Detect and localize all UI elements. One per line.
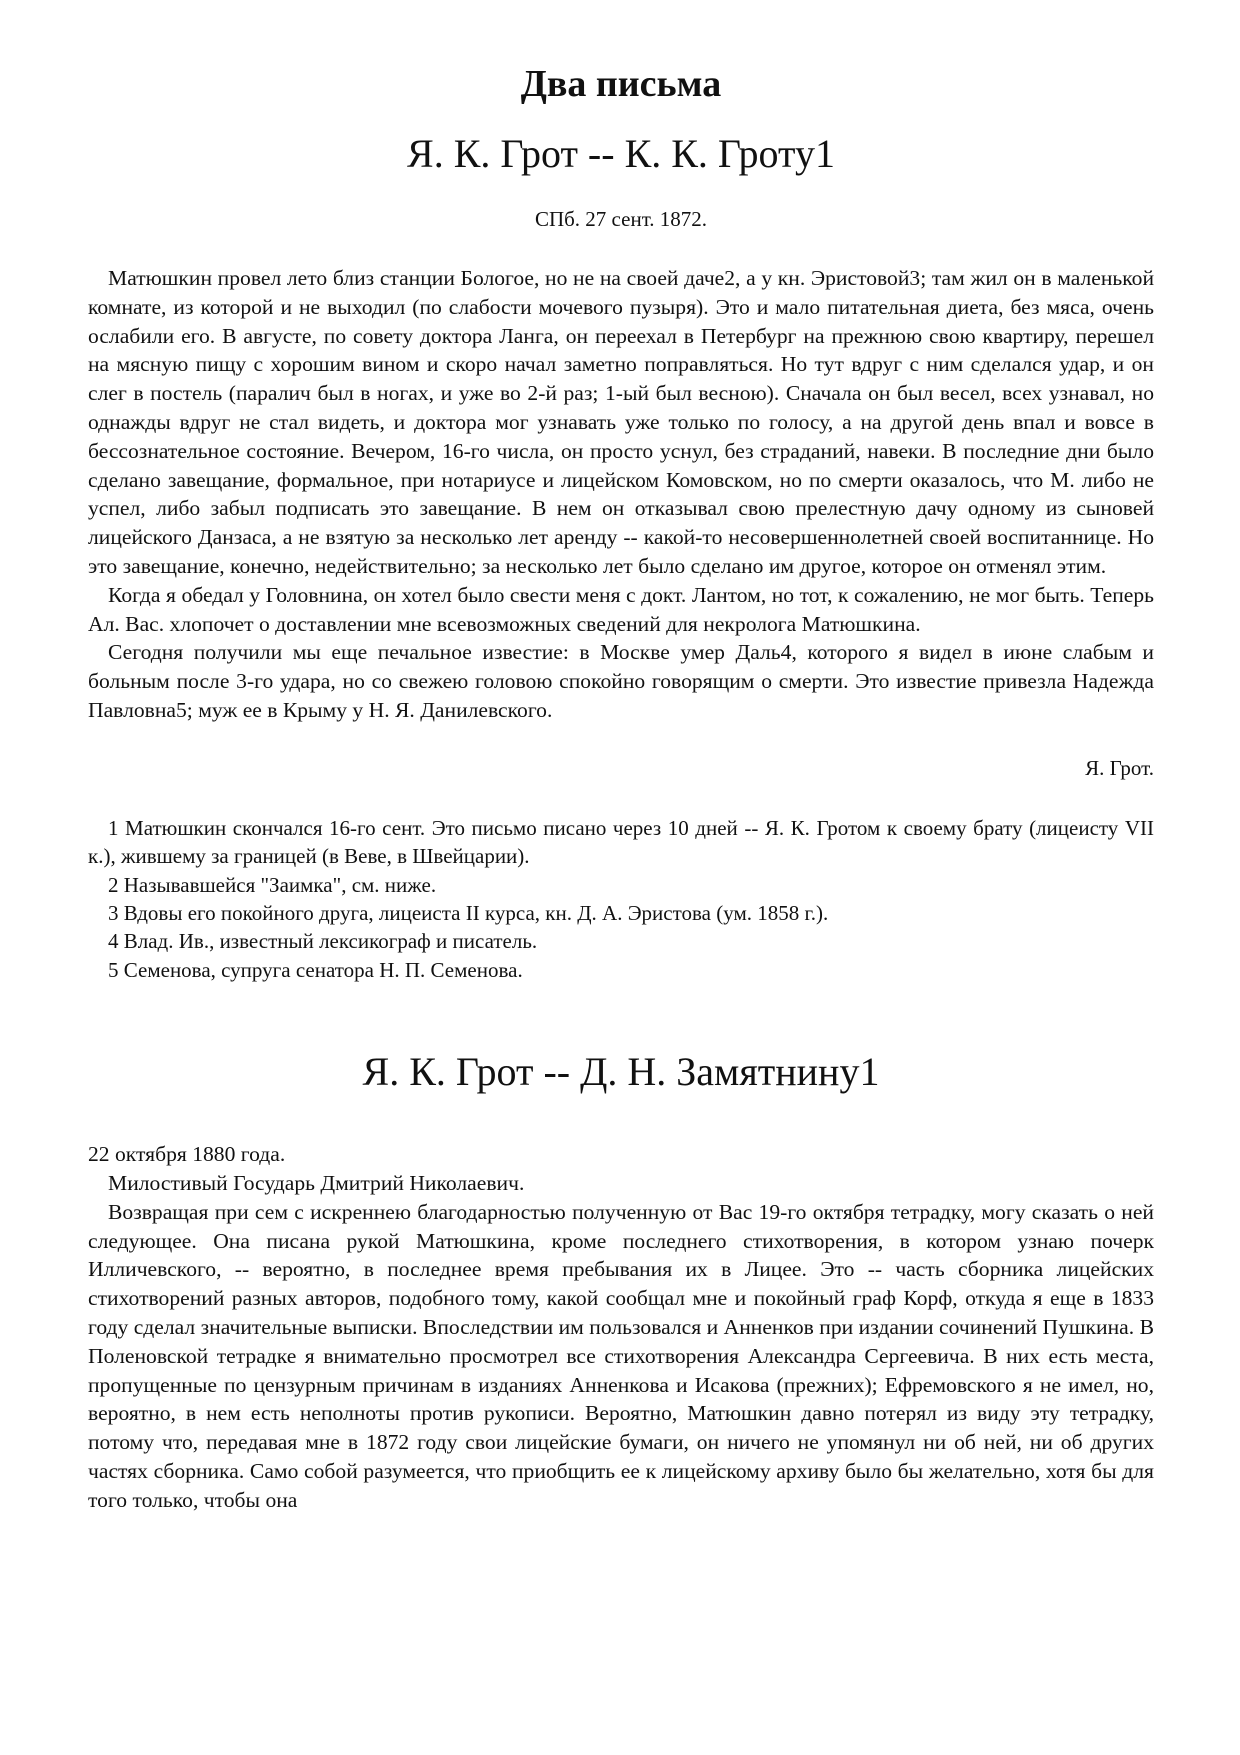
letter1-paragraph: Когда я обедал у Головнина, он хотел было свести меня с докт. Лантом, но тот, к сожалению, не мог быть. Теперь Ал. Вас. хлопочет о доставлении мне всевозможных сведений для некролога Матюшкина.	[88, 582, 1154, 636]
footnote: 3 Вдовы его покойного друга, лицеиста II курса, кн. Д. А. Эристова (ум. 1858 г.).	[108, 900, 829, 925]
letter2-salutation: Милостивый Государь Дмитрий Николаевич.	[108, 1170, 525, 1195]
letter2-heading: Я. К. Грот -- Д. Н. Замятнину1	[362, 1049, 880, 1095]
letter1-place-date: СПб. 27 сент. 1872.	[534, 207, 708, 231]
letter1-paragraph: Матюшкин провел лето близ станции Бологое, но не на своей даче2, а у кн. Эристовой3; там жил он в маленькой комнате, из которой и не выходил (по слабости мочевого пузыря). Это и мало питательная диета, без мяса, очень ослабили его. В августе, по совету доктора Ланга, он переехал в Петербург на прежнюю свою квартиру, перешел на мясную пищу с хорошим вином и скоро начал заметно поправляться. Но тут вдруг с ним сделался удар, и он слег в постель (паралич был в ногах, и уже во 2-й раз; 1-ый был весною). Сначала он был весел, всех узнавал, но однажды вдруг не стал видеть, и доктора мог узнавать уже только по голосу, а на другой день впал и вовсе в бессознательное состояние. Вечером, 16-го числа, он просто уснул, без страданий, навеки. В последние дни было сделано завещание, формальное, при нотариусе и лицейском Комовском, но по смерти оказалось, что М. либо не успел, либо забыл подписать это завещание. В нем он отказывал свою прелестную дачу одному из сыновей лицейского Данзаса, а не взятую за несколько лет аренду -- какой-то несовершеннолетней своей воспитаннице. Но это завещание, конечно, недействительно; за несколько лет было сделано им другое, которое он отменял этим.	[88, 266, 1154, 578]
letter1-paragraph: Сегодня получили мы еще печальное известие: в Москве умер Даль4, которого я видел в июне слабым и больным после 3-го удара, но со свежею головою спокойно говорящим о смерти. Это известие привезла Надежда Павловна5; муж ее в Крыму у Н. Я. Данилевского.	[88, 640, 1154, 722]
footnote: 2 Называвшейся "Заимка", см. ниже.	[108, 872, 437, 897]
letter2-body	[88, 1140, 1154, 1514]
letter2-date: 22 октября 1880 года.	[88, 1142, 286, 1167]
letter1-body	[88, 264, 1154, 725]
letter1-signature: Я. Грот.	[1085, 755, 1154, 780]
letter1-heading: Я. К. Грот -- К. К. Гроту1	[407, 131, 835, 176]
letter2-paragraph: Возвращая при сем с искреннею благодарностью полученную от Вас 19-го октября тетрадку, могу сказать о ней следующее. Она писана рукой Матюшкина, кроме последнего стихотворения, в котором узнаю почерк Илличевского, -- вероятно, в последнее время пребывания их в Лицее. Это -- часть сборника лицейских стихотворений разных авторов, подобного тому, какой сообщал мне и покойный граф Корф, откуда я еще в 1833 году сделал значительные выписки. Впоследствии им пользовался и Анненков при издании сочинений Пушкина. В Поленовской тетрадке я внимательно просмотрел все стихотворения Александра Сергеевича. В них есть места, пропущенные по цензурным причинам в изданиях Анненкова и Исакова (прежних); Ефремовского я не имел, но, вероятно, в нем есть неполноты против рукописи. Вероятно, Матюшкин давно потерял из виду эту тетрадку, потому что, передавая мне в 1872 году свои лицейские бумаги, он ничего не упомянул ни об ней, ни об других частях сборника. Само собой разумеется, что приобщить ее к лицейскому архиву было бы желательно, хотя бы для того только, чтобы она	[88, 1199, 1154, 1512]
footnote: 4 Влад. Ив., известный лексикограф и писатель.	[108, 929, 538, 954]
footnote: 1 Матюшкин скончался 16-го сент. Это письмо писано через 10 дней -- Я. К. Гротом к своему брату (лицеисту VII к.), жившему за границей (в Веве, в Швейцарии).	[88, 815, 1154, 869]
document-title: Два письма	[520, 63, 722, 105]
document-page	[88, 0, 1154, 1515]
letter1-footnotes	[88, 814, 1154, 984]
footnote: 5 Семенова, супруга сенатора Н. П. Семенова.	[108, 957, 523, 982]
